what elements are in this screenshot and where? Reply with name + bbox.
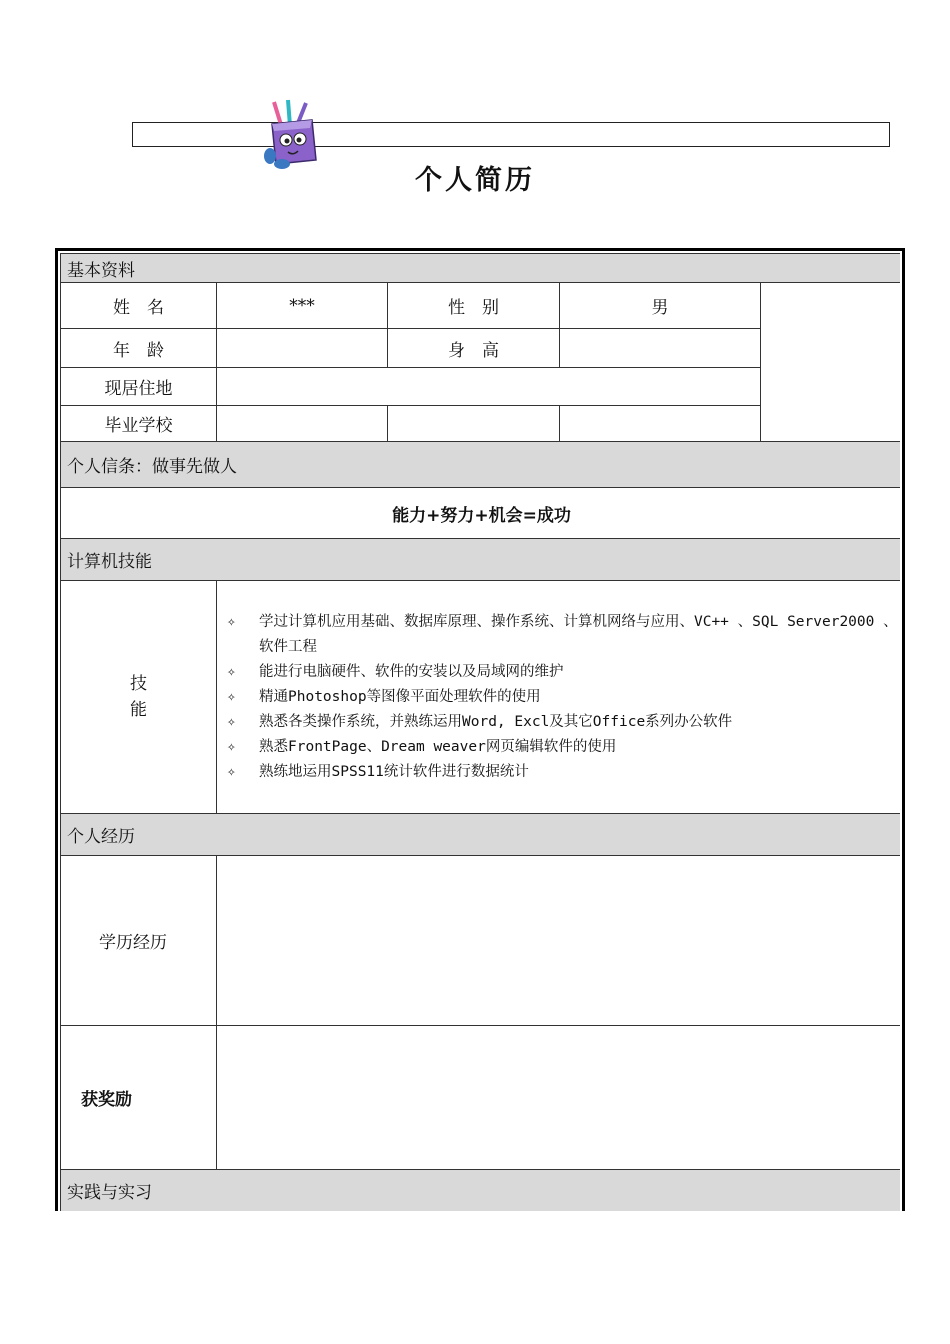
diamond-bullet-icon: ✧ — [227, 763, 236, 780]
gender-value: 男 — [560, 283, 761, 329]
section-header-practice: 实践与实习 — [61, 1170, 901, 1212]
age-label: 年 龄 — [61, 329, 217, 368]
school-label: 毕业学校 — [61, 406, 217, 442]
school-extra-1 — [388, 406, 560, 442]
name-label: 姓 名 — [61, 283, 217, 329]
awards-content — [217, 1026, 901, 1170]
section-header-motto: 个人信条：做事先做人 — [61, 442, 901, 488]
motto-text: 能力+努力+机会=成功 — [61, 488, 901, 539]
diamond-bullet-icon: ✧ — [227, 713, 236, 730]
school-value — [217, 406, 388, 442]
skill-item: ✧ 能进行电脑硬件、软件的安装以及局域网的维护 — [227, 660, 898, 685]
diamond-bullet-icon: ✧ — [227, 738, 236, 755]
section-header-experience: 个人经历 — [61, 814, 901, 856]
gender-label: 性 别 — [388, 283, 560, 329]
skill-item: ✧ 精通Photoshop等图像平面处理软件的使用 — [227, 685, 898, 710]
photo-cell — [761, 283, 901, 442]
height-label: 身 高 — [388, 329, 560, 368]
diamond-bullet-icon: ✧ — [227, 688, 236, 705]
header-frame-bar — [132, 122, 890, 147]
skills-label — [61, 581, 217, 814]
skill-item: ✧ 熟悉FrontPage、Dream weaver网页编辑软件的使用 — [227, 735, 898, 760]
address-label: 现居住地 — [61, 368, 217, 406]
resume-table-frame — [55, 248, 905, 1211]
skills-content — [217, 581, 901, 814]
diamond-bullet-icon: ✧ — [227, 663, 236, 680]
skills-label-bottom: 能 — [130, 700, 147, 720]
skill-item: ✧ 熟练地运用SPSS11统计软件进行数据统计 — [227, 760, 898, 785]
education-label: 学历经历 — [61, 856, 217, 1026]
age-value — [217, 329, 388, 368]
resume-table — [60, 253, 900, 1211]
school-extra-2 — [560, 406, 761, 442]
address-value — [217, 368, 761, 406]
skills-list — [227, 610, 898, 785]
name-value: *** — [217, 283, 388, 329]
awards-label: 获奖励 — [61, 1026, 217, 1170]
education-content — [217, 856, 901, 1026]
section-header-basic: 基本资料 — [61, 254, 901, 283]
skill-item: ✧ 熟悉各类操作系统，并熟练运用Word, Excl及其它Office系列办公软件 — [227, 710, 898, 735]
height-value — [560, 329, 761, 368]
skill-item: ✧ 学过计算机应用基础、数据库原理、操作系统、计算机网络与应用、VC++ 、SQL Server2000 、软件工程 — [227, 610, 898, 660]
skills-label-top: 技 — [130, 674, 147, 694]
diamond-bullet-icon: ✧ — [227, 613, 236, 630]
section-header-computer-skills: 计算机技能 — [61, 539, 901, 581]
page-title: 个人简历 — [415, 165, 535, 196]
